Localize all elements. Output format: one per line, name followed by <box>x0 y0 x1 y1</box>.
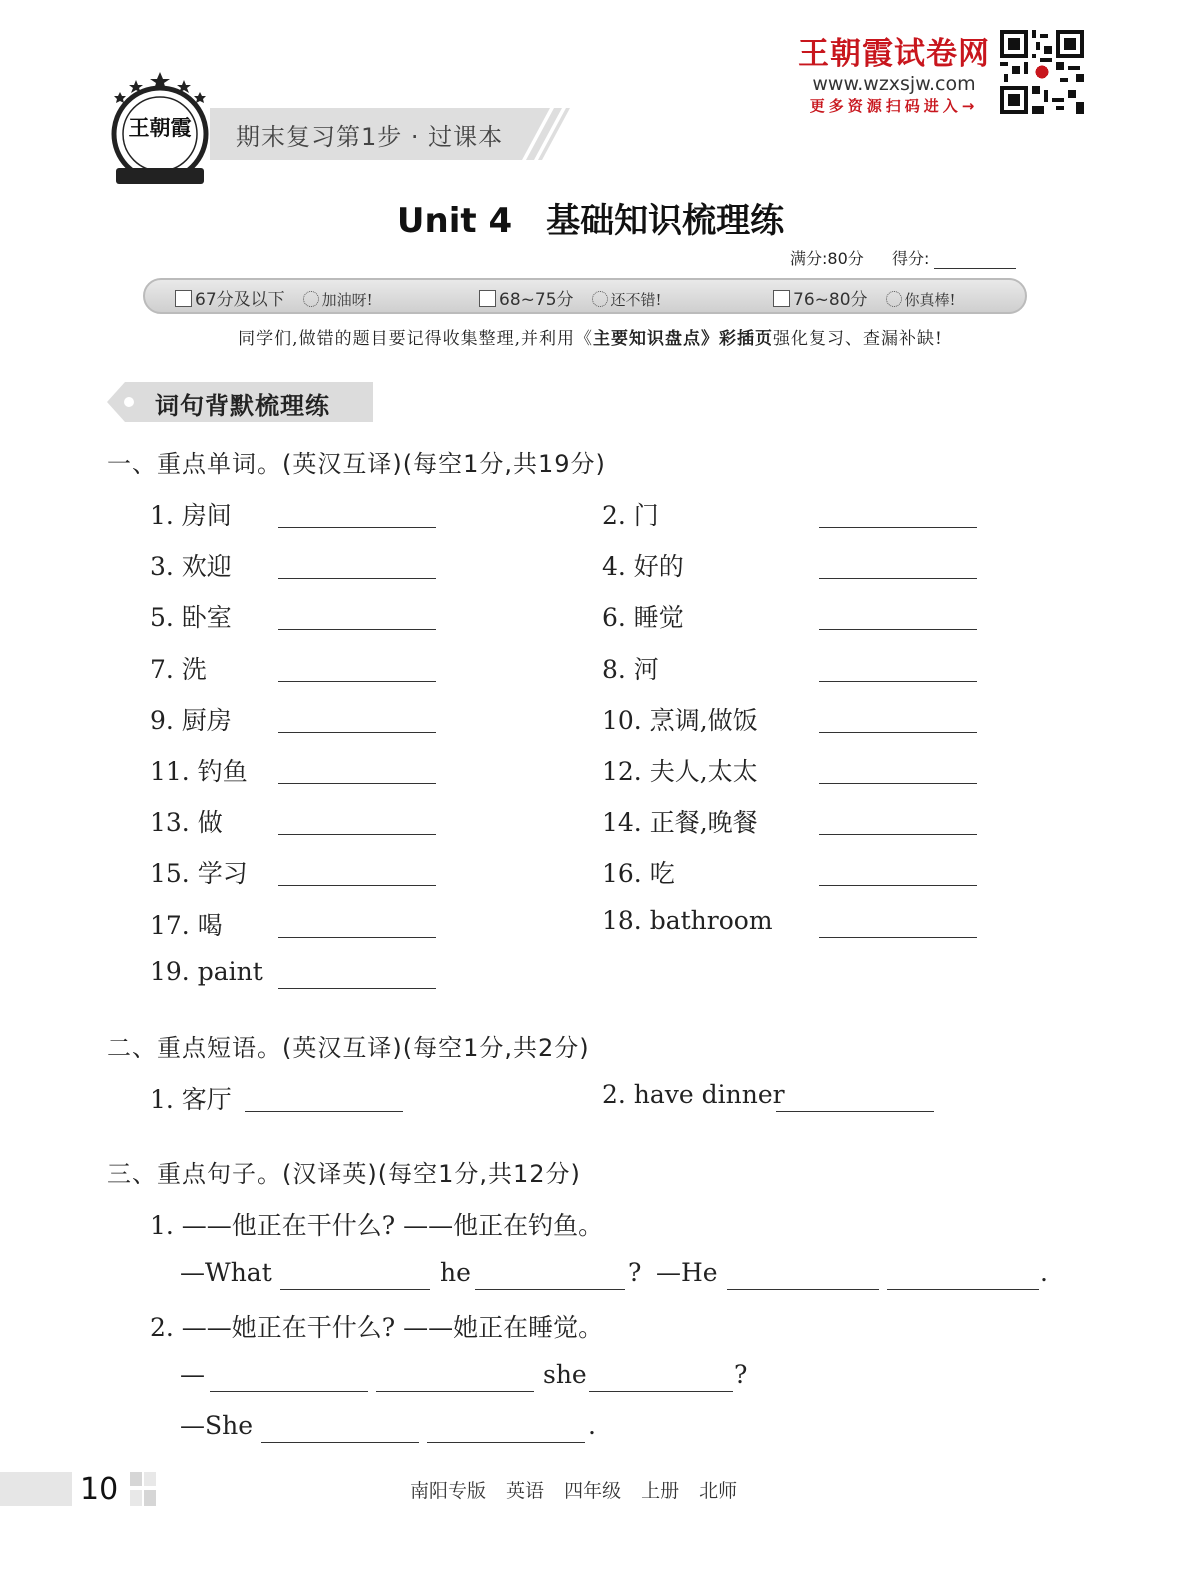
part1-item: 9. 厨房 <box>150 706 232 735</box>
header-banner <box>210 108 570 160</box>
tip-after: 强化复习、查漏补缺! <box>772 329 943 349</box>
q2-word: she <box>543 1360 587 1389</box>
banner-text: 期末复习第1步 · 过课本 <box>236 123 504 151</box>
brand-title: 王朝霞试卷网 <box>798 36 990 72</box>
part1-item: 17. 喝 <box>150 911 223 940</box>
part1-item: 13. 做 <box>150 808 223 837</box>
answer-blank[interactable] <box>819 937 977 938</box>
answer-blank[interactable] <box>887 1289 1039 1290</box>
answer-blank[interactable] <box>210 1391 368 1392</box>
got-score-label: 得分: <box>891 249 930 268</box>
rating-range: 68~75分 <box>499 290 574 310</box>
rating-msg: 加油呀! <box>321 291 373 309</box>
smile-icon <box>886 291 902 307</box>
score-line <box>790 246 1016 269</box>
part1-item: 14. 正餐,晚餐 <box>602 808 758 837</box>
answer-blank[interactable] <box>278 578 436 579</box>
q1-word: —He <box>656 1258 718 1287</box>
part1-item: 12. 夫人,太太 <box>602 757 758 786</box>
smile-icon <box>592 291 608 307</box>
answer-blank[interactable] <box>278 681 436 682</box>
part1-item: 16. 吃 <box>602 859 675 888</box>
part1-item: 7. 洗 <box>150 655 207 684</box>
part1-item: 15. 学习 <box>150 859 248 888</box>
answer-blank[interactable] <box>727 1289 879 1290</box>
part1-item: 5. 卧室 <box>150 603 232 632</box>
section-tag <box>107 382 373 422</box>
answer-blank[interactable] <box>261 1442 419 1443</box>
answer-blank[interactable] <box>475 1289 625 1290</box>
rating-bar <box>143 278 1027 314</box>
part1-item: 10. 烹调,做饭 <box>602 706 758 735</box>
part3-q2-chinese: 2. ——她正在干什么? ——她正在睡觉。 <box>150 1313 604 1342</box>
answer-blank[interactable] <box>245 1111 403 1112</box>
logo-text: 王朝霞 <box>128 116 192 140</box>
section-tag-label: 词句背默梳理练 <box>155 392 330 420</box>
score-blank[interactable] <box>934 250 1016 269</box>
q2-word: —She <box>180 1411 254 1440</box>
rating-range: 67分及以下 <box>195 290 285 310</box>
rating-option[interactable] <box>175 285 373 310</box>
part1-item: 6. 睡觉 <box>602 603 684 632</box>
part2-title: 二、重点短语。(英汉互译)(每空1分,共2分) <box>107 1034 590 1062</box>
answer-blank[interactable] <box>427 1442 585 1443</box>
page-number: 10 <box>80 1472 119 1507</box>
part1-item: 8. 河 <box>602 655 659 684</box>
answer-blank[interactable] <box>278 885 436 886</box>
part1-item: 4. 好的 <box>602 552 684 581</box>
q2-word: . <box>588 1411 596 1440</box>
checkbox-icon[interactable] <box>479 290 496 307</box>
q1-word: . <box>1040 1258 1048 1287</box>
q2-word: ? <box>734 1360 748 1389</box>
part1-item: 11. 钓鱼 <box>150 757 248 786</box>
answer-blank[interactable] <box>819 834 977 835</box>
part1-title: 一、重点单词。(英汉互译)(每空1分,共19分) <box>107 450 606 478</box>
answer-blank[interactable] <box>278 732 436 733</box>
answer-blank[interactable] <box>589 1391 733 1392</box>
brand-block[interactable] <box>790 28 998 116</box>
q1-word: ? <box>628 1258 642 1287</box>
part2-item: 1. 客厅 <box>150 1085 232 1114</box>
answer-blank[interactable] <box>819 527 977 528</box>
part1-item: 1. 房间 <box>150 501 232 530</box>
part1-item: 3. 欢迎 <box>150 552 232 581</box>
part1-item: 18. bathroom <box>602 906 773 935</box>
answer-blank[interactable] <box>819 732 977 733</box>
q2-word: — <box>180 1360 205 1389</box>
tip-text <box>0 324 1181 349</box>
rating-range: 76~80分 <box>793 290 868 310</box>
footer-bar <box>0 1472 72 1506</box>
full-score-label: 满分:80分 <box>790 249 864 268</box>
page-title: Unit 4 基础知识梳理练 <box>396 201 785 241</box>
page-number-decoration <box>130 1472 156 1506</box>
answer-blank[interactable] <box>776 1111 934 1112</box>
part2-item: 2. have dinner <box>602 1080 785 1109</box>
answer-blank[interactable] <box>376 1391 534 1392</box>
answer-blank[interactable] <box>819 885 977 886</box>
answer-blank[interactable] <box>278 988 436 989</box>
answer-blank[interactable] <box>819 578 977 579</box>
part3-q1-chinese: 1. ——他正在干什么? ——他正在钓鱼。 <box>150 1211 604 1240</box>
checkbox-icon[interactable] <box>175 290 192 307</box>
answer-blank[interactable] <box>278 937 436 938</box>
rating-msg: 你真棒! <box>904 291 956 309</box>
answer-blank[interactable] <box>278 783 436 784</box>
answer-blank[interactable] <box>819 783 977 784</box>
brand-url[interactable]: www.wzxsjw.com <box>812 73 976 95</box>
q1-word: he <box>440 1258 471 1287</box>
tip-bold: 主要知识盘点》彩插页 <box>592 329 773 349</box>
tip-before: 同学们,做错的题目要记得收集整理,并利用《 <box>238 329 593 349</box>
footer-text: 南阳专版 英语 四年级 上册 北师 <box>410 1480 738 1502</box>
answer-blank[interactable] <box>819 629 977 630</box>
checkbox-icon[interactable] <box>773 290 790 307</box>
answer-blank[interactable] <box>278 527 436 528</box>
answer-blank[interactable] <box>278 834 436 835</box>
qr-code[interactable] <box>1000 30 1084 114</box>
answer-blank[interactable] <box>819 681 977 682</box>
part3-title: 三、重点句子。(汉译英)(每空1分,共12分) <box>107 1160 581 1188</box>
rating-msg: 还不错! <box>610 291 662 309</box>
part1-item: 19. paint <box>150 957 263 986</box>
answer-blank[interactable] <box>278 629 436 630</box>
rating-option[interactable] <box>773 285 956 310</box>
q1-word: —What <box>180 1258 272 1287</box>
brand-slogan: 更多资源扫码进入→ <box>809 97 979 115</box>
smile-icon <box>303 291 319 307</box>
answer-blank[interactable] <box>280 1289 430 1290</box>
rating-option[interactable] <box>479 285 662 310</box>
part1-item: 2. 门 <box>602 501 659 530</box>
